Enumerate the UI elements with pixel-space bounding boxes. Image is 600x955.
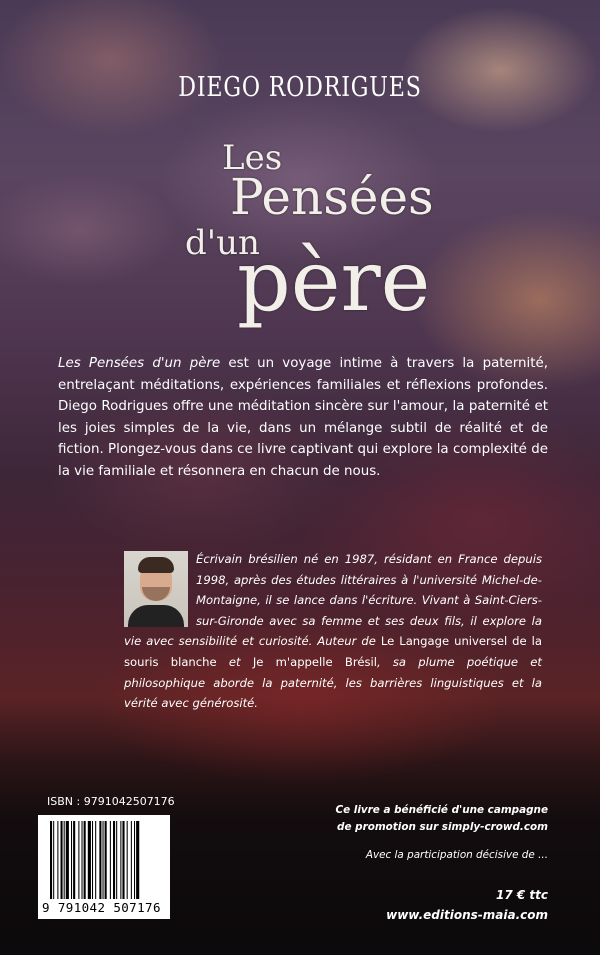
bio-book-1: Le Langage universel de la souris blanche bbox=[124, 634, 542, 669]
isbn-label: ISBN : 9791042507176 bbox=[47, 795, 175, 808]
title-line-pensees: Pensées bbox=[230, 168, 434, 226]
barcode-bars bbox=[50, 821, 164, 899]
book-synopsis bbox=[58, 353, 548, 482]
synopsis-title: Les Pensées d'un père bbox=[58, 356, 221, 371]
bio-text-1: Écrivain brésilien né en 1987, résidant en France depuis 1998, après des études littéraires à l'université Michel-de-Montaigne, il se lance dans l'écriture. Vivant à Saint-Ciers-sur-Gironde avec sa femme et ses deux fils, il explore la vie avec sensibilité et curiosité. Auteur de bbox=[124, 552, 542, 649]
publisher-website: www.editions-maia.com bbox=[386, 908, 548, 922]
participation-note: Avec la participation décisive de ... bbox=[365, 849, 548, 861]
author-bio bbox=[124, 549, 542, 714]
promo-line-2: de promotion sur simply-crowd.com bbox=[337, 821, 548, 833]
title-line-les: Les bbox=[222, 138, 283, 178]
bio-text-3: , sa plume poétique et philosophique aborde la paternité, les barrières linguistiques et la vérité avec générosité. bbox=[124, 654, 542, 711]
synopsis-text: est un voyage intime à travers la paternité, entrelaçant méditations, expériences familiales et réflexions profondes. Diego Rodrigues offre une méditation sincère sur l'amour, la paternité et les joies simples de la vie, dans un mélange subtil de réalité et de fiction. Plongez-vous dans ce livre captivant qui explore la complexité de la vie familiale et résonnera en chacun de nous. bbox=[58, 356, 548, 479]
bio-text-2: et bbox=[216, 654, 253, 669]
publisher-info bbox=[308, 802, 548, 922]
author-name: DIEGO RODRIGUES bbox=[178, 72, 422, 103]
title-line-pere: père bbox=[237, 232, 431, 330]
barcode-digits: 9 791042 507176 bbox=[42, 900, 161, 915]
barcode bbox=[38, 815, 170, 919]
bio-book-2: Je m'appelle Brésil bbox=[252, 654, 377, 669]
price: 17 € ttc bbox=[496, 888, 548, 902]
title-line-dun: d'un bbox=[185, 223, 260, 263]
promo-line-1: Ce livre a bénéficié d'une campagne bbox=[335, 804, 548, 816]
